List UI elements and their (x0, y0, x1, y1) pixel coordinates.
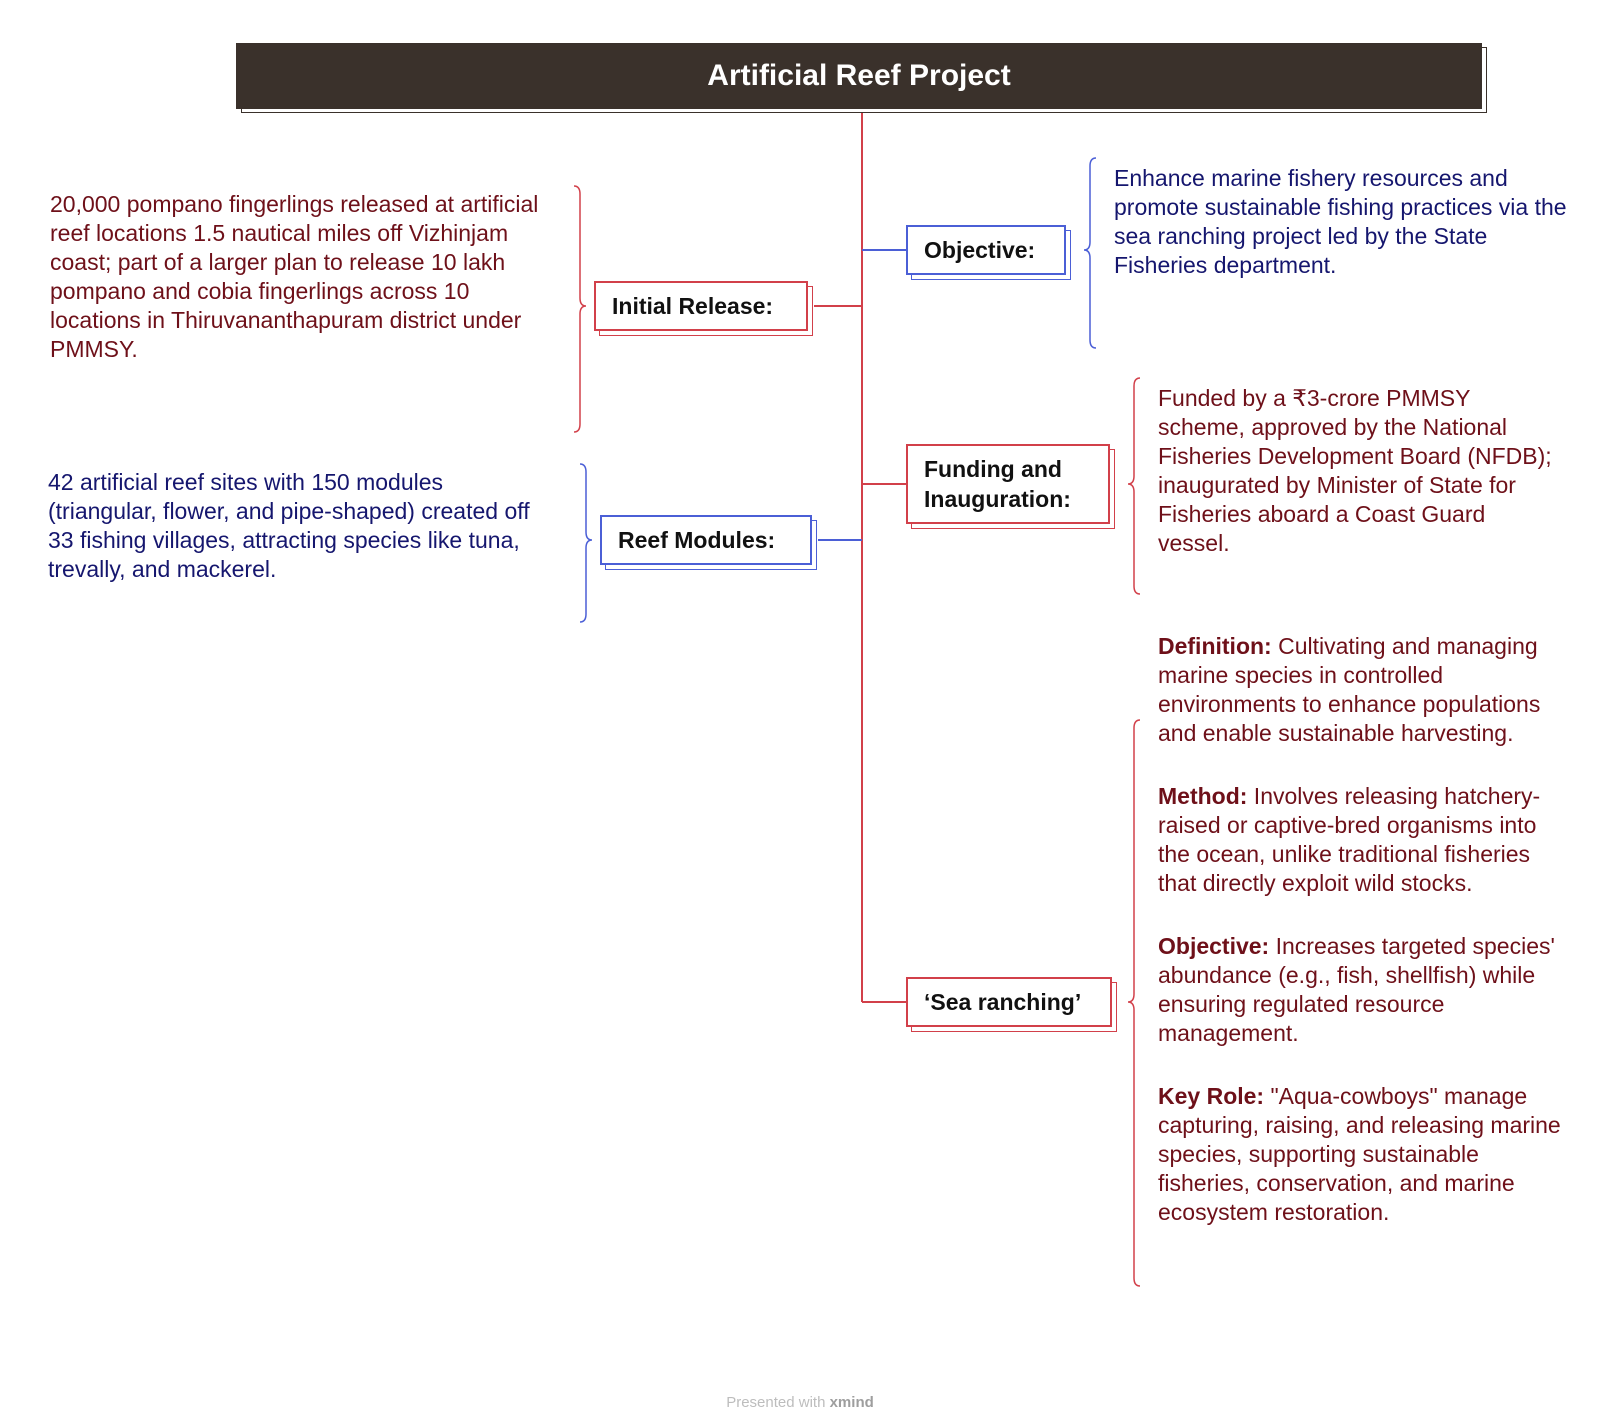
initial-release-text: 20,000 pompano fingerlings released at artificial reef locations 1.5 nautical miles off Vizhinjam coast; part of a larger plan to release 10 lakh pompano and cobia fingerlings across 10 locations in Thiruvananthapuram district under PMMSY. (50, 191, 539, 362)
footer-prefix: Presented with (726, 1394, 830, 1411)
sea-ranching-details (1158, 632, 1568, 1261)
funding-text: Funded by a ₹3-crore PMMSY scheme, approved by the National Fisheries Development Board (NFDB); inaugurated by Minister of State for Fisheries aboard a Coast Guard vessel. (1158, 385, 1552, 556)
node-funding-label-line1: Funding and (924, 456, 1062, 482)
central-topic-title[interactable]: Artificial Reef Project (236, 43, 1482, 109)
reef-modules-text: 42 artificial reef sites with 150 modules (triangular, flower, and pipe-shaped) created off 33 fishing villages, attracting species like tuna, trevally, and mackerel. (48, 469, 530, 582)
node-initial-release-label: Initial Release: (612, 293, 774, 319)
key-role-text: "Aqua-cowboys" manage capturing, raising, and releasing marine species, supporting sustainable fisheries, conservation, and marine ecosystem restoration. (1158, 1083, 1561, 1225)
node-sea-ranching[interactable] (906, 977, 1112, 1027)
node-funding-label (924, 454, 1071, 514)
objective-text: Enhance marine fishery resources and promote sustainable fishing practices via the sea ranching project led by the State Fisheries department. (1114, 165, 1567, 278)
definition-text: Cultivating and managing marine species in controlled environments to enhance populations and enable sustainable harvesting. (1158, 633, 1541, 746)
method-text: Involves releasing hatchery-raised or captive-bred organisms into the ocean, unlike traditional fisheries that directly exploit wild stocks. (1158, 783, 1541, 896)
sea-ranching-key-role (1158, 1082, 1568, 1227)
presented-with-footer (0, 1394, 1600, 1411)
node-reef-modules-label: Reef Modules: (618, 527, 776, 553)
sea-ranching-method (1158, 782, 1568, 898)
sea-ranching-definition (1158, 632, 1568, 748)
key-role-label: Key Role: (1158, 1083, 1265, 1109)
node-objective-label: Objective: (924, 237, 1036, 263)
node-objective[interactable] (906, 225, 1066, 275)
node-sea-ranching-label: ‘Sea ranching’ (924, 989, 1082, 1015)
sr-objective-label: Objective: (1158, 933, 1270, 959)
footer-brand: xmind (829, 1394, 874, 1411)
sea-ranching-objective (1158, 932, 1568, 1048)
method-label: Method: (1158, 783, 1248, 809)
sr-objective-text: Increases targeted species' abundance (e.g., fish, shellfish) while ensuring regulated resource management. (1158, 933, 1555, 1046)
node-funding-label-line2: Inauguration: (924, 486, 1071, 512)
definition-label: Definition: (1158, 633, 1272, 659)
node-funding-inauguration[interactable] (906, 444, 1110, 524)
node-initial-release[interactable] (594, 281, 808, 331)
node-reef-modules[interactable] (600, 515, 812, 565)
